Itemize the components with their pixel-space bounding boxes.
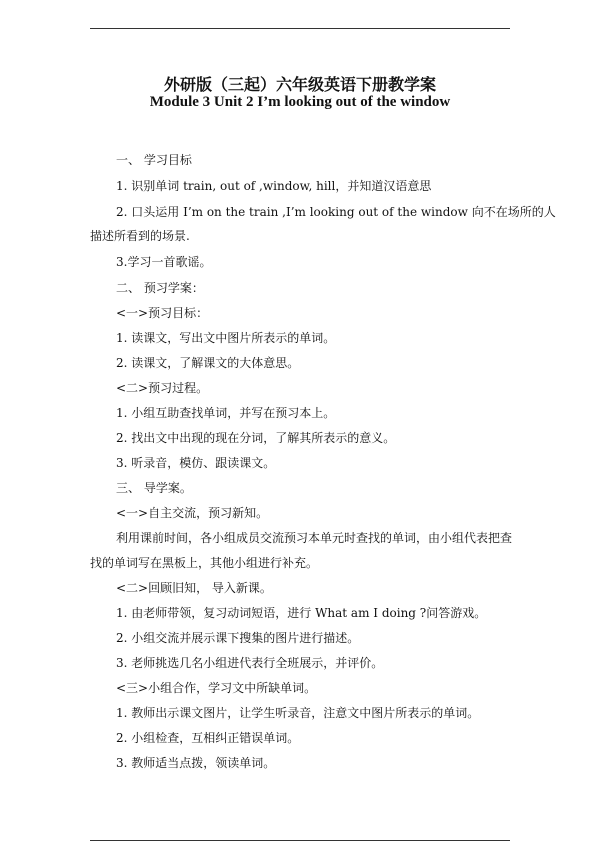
- body-line: 2. 口头运用 I’m on the train ,I’m looking out of the window 向不在场所的人: [116, 205, 556, 219]
- sub-heading: <三>小组合作，学习文中所缺单词。: [116, 681, 317, 695]
- sub-heading: <二>回顾旧知， 导入新课。: [116, 581, 272, 595]
- body-line: 1. 由老师带领，复习动词短语，进行 What am I doing ?问答游戏。: [116, 606, 487, 620]
- body-line: 2. 小组交流并展示课下搜集的图片进行描述。: [116, 631, 360, 645]
- footer-rule: [90, 840, 510, 841]
- body-line: 2. 小组检查，互相纠正错误单词。: [116, 731, 300, 745]
- document-title-chinese: 外研版（三起）六年级英语下册教学案: [163, 75, 436, 94]
- sub-heading: <二>预习过程。: [116, 381, 209, 395]
- body-line: 找的单词写在黑板上，其他小组进行补充。: [90, 556, 319, 570]
- body-line: 1. 读课文，写出文中图片所表示的单词。: [116, 331, 336, 345]
- section-heading-3: 三、 导学案。: [116, 481, 192, 495]
- body-line: 2. 找出文中出现的现在分词，了解其所表示的意义。: [116, 431, 396, 445]
- body-line: 3. 听录音，模仿、跟读课文。: [116, 456, 276, 470]
- body-line: 描述所看到的场景.: [90, 229, 190, 243]
- sub-heading: <一>自主交流，预习新知。: [116, 506, 269, 520]
- body-line: 2. 读课文，了解课文的大体意思。: [116, 356, 300, 370]
- body-line: 利用课前时间，各小组成员交流预习本单元时查找的单词，由小组代表把查: [116, 531, 513, 545]
- section-heading-1: 一、 学习目标: [116, 153, 192, 167]
- body-line: 1. 教师出示课文图片，让学生听录音，注意文中图片所表示的单词。: [116, 706, 480, 720]
- body-line: 3.学习一首歌谣。: [116, 255, 212, 269]
- sub-heading: <一>预习目标：: [116, 306, 209, 320]
- body-line: 1. 小组互助查找单词，并写在预习本上。: [116, 406, 336, 420]
- body-line: 3. 教师适当点拨，领读单词。: [116, 756, 276, 770]
- body-line: 1. 识别单词 train, out of ,window, hill，并知道汉语意思: [116, 179, 432, 193]
- header-rule: [90, 28, 510, 29]
- body-line: 3. 老师挑选几名小组进代表行全班展示，并评价。: [116, 656, 384, 670]
- document-title-english: Module 3 Unit 2 I’m looking out of the window: [149, 94, 451, 110]
- section-heading-2: 二、 预习学案：: [116, 281, 204, 295]
